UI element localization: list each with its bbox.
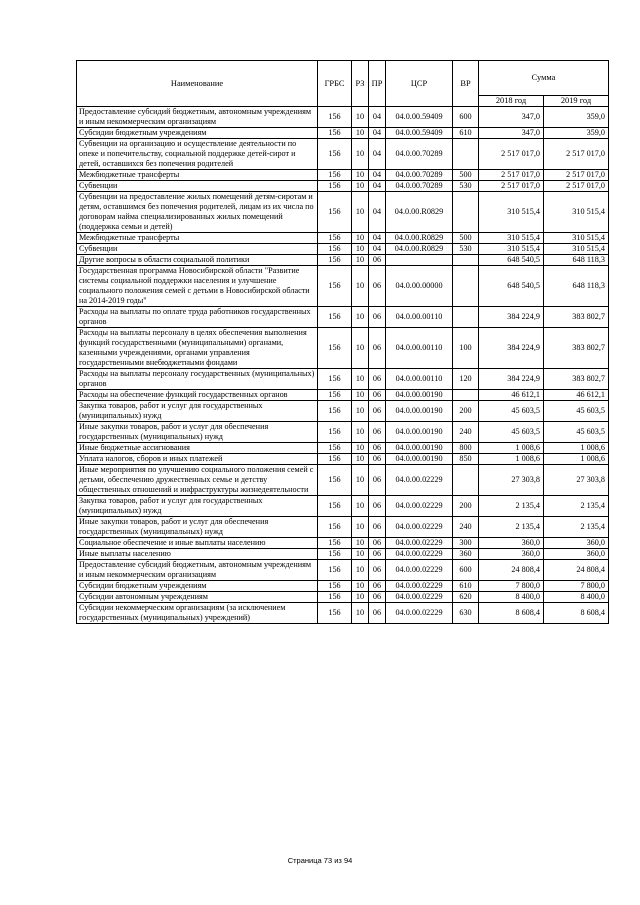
cell-pr: 06 [369,538,386,549]
cell-rz: 10 [352,192,369,233]
cell-csr: 04.0.00.70289 [386,170,453,181]
cell-grbs: 156 [318,560,352,581]
cell-sum-2019: 360,0 [544,538,609,549]
cell-csr: 04.0.00.02229 [386,496,453,517]
cell-grbs: 156 [318,592,352,603]
cell-vr [453,465,479,496]
cell-vr: 530 [453,244,479,255]
cell-sum-2018: 45 603,5 [479,401,544,422]
cell-rz: 10 [352,139,369,170]
table-row [77,401,609,422]
cell-pr: 06 [369,603,386,624]
cell-pr: 04 [369,128,386,139]
cell-vr: 800 [453,443,479,454]
cell-sum-2019: 45 603,5 [544,401,609,422]
table-row [77,307,609,328]
cell-sum-2019: 2 517 017,0 [544,181,609,192]
cell-vr: 600 [453,107,479,128]
cell-name: Межбюджетные трансферты [77,170,318,181]
cell-vr: 610 [453,128,479,139]
cell-csr: 04.0.00.00110 [386,369,453,390]
cell-sum-2019: 383 802,7 [544,369,609,390]
table-row [77,496,609,517]
cell-rz: 10 [352,369,369,390]
cell-sum-2018: 384 224,9 [479,328,544,369]
cell-vr [453,139,479,170]
cell-pr: 06 [369,266,386,307]
cell-csr: 04.0.00.59409 [386,128,453,139]
cell-grbs: 156 [318,390,352,401]
cell-name: Уплата налогов, сборов и иных платежей [77,454,318,465]
cell-rz: 10 [352,181,369,192]
cell-csr: 04.0.00.R0829 [386,233,453,244]
cell-sum-2019: 8 400,0 [544,592,609,603]
cell-name: Иные бюджетные ассигнования [77,443,318,454]
cell-sum-2019: 310 515,4 [544,233,609,244]
table-row [77,549,609,560]
cell-pr: 06 [369,496,386,517]
cell-grbs: 156 [318,422,352,443]
table-row [77,128,609,139]
page-label: Страница [287,856,322,865]
cell-name: Иные мероприятия по улучшению социального положения семей с детьми, обеспечению дружественных семье и детству общественных отношений и инфраструктуры жизнедеятельности [77,465,318,496]
cell-vr [453,307,479,328]
cell-sum-2018: 310 515,4 [479,192,544,233]
cell-sum-2019: 1 008,6 [544,443,609,454]
cell-csr: 04.0.00.00110 [386,328,453,369]
cell-sum-2018: 347,0 [479,107,544,128]
cell-pr: 06 [369,390,386,401]
cell-csr: 04.0.00.00190 [386,443,453,454]
cell-pr: 06 [369,307,386,328]
cell-sum-2019: 310 515,4 [544,244,609,255]
cell-rz: 10 [352,549,369,560]
cell-sum-2019: 1 008,6 [544,454,609,465]
cell-pr: 04 [369,244,386,255]
cell-csr: 04.0.00.00190 [386,401,453,422]
cell-grbs: 156 [318,307,352,328]
cell-csr: 04.0.00.02229 [386,517,453,538]
header-vr: ВР [453,61,479,107]
cell-pr: 06 [369,443,386,454]
cell-vr: 300 [453,538,479,549]
cell-name: Субвенции [77,181,318,192]
cell-grbs: 156 [318,549,352,560]
cell-sum-2019: 2 135,4 [544,517,609,538]
cell-grbs: 156 [318,233,352,244]
cell-pr: 06 [369,401,386,422]
cell-name: Иные закупки товаров, работ и услуг для обеспечения государственных (муниципальных) нужд [77,517,318,538]
cell-vr: 610 [453,581,479,592]
cell-sum-2019: 7 800,0 [544,581,609,592]
cell-grbs: 156 [318,266,352,307]
page-total: 94 [343,856,353,865]
cell-name: Предоставление субсидий бюджетным, автономным учреждениям и иным некоммерческим организациям [77,560,318,581]
cell-rz: 10 [352,307,369,328]
cell-sum-2018: 8 608,4 [479,603,544,624]
cell-csr: 04.0.00.70289 [386,139,453,170]
cell-pr: 06 [369,517,386,538]
cell-sum-2018: 2 517 017,0 [479,139,544,170]
cell-grbs: 156 [318,465,352,496]
cell-sum-2018: 2 517 017,0 [479,170,544,181]
cell-sum-2018: 347,0 [479,128,544,139]
cell-pr: 06 [369,328,386,369]
cell-name: Субсидии некоммерческим организациям (за исключением государственных (муниципальных) учреждений) [77,603,318,624]
cell-csr: 04.0.00.02229 [386,581,453,592]
cell-rz: 10 [352,454,369,465]
cell-vr [453,390,479,401]
cell-name: Расходы на выплаты по оплате труда работников государственных органов [77,307,318,328]
cell-grbs: 156 [318,581,352,592]
cell-grbs: 156 [318,603,352,624]
cell-grbs: 156 [318,192,352,233]
table-row [77,517,609,538]
cell-grbs: 156 [318,538,352,549]
header-year-2019: 2019 год [544,96,609,107]
cell-vr: 500 [453,233,479,244]
cell-name: Межбюджетные трансферты [77,233,318,244]
cell-csr: 04.0.00.02229 [386,560,453,581]
header-rz: РЗ [352,61,369,107]
cell-sum-2019: 2 517 017,0 [544,170,609,181]
cell-rz: 10 [352,496,369,517]
cell-csr: 04.0.00.00190 [386,390,453,401]
cell-grbs: 156 [318,255,352,266]
cell-sum-2018: 310 515,4 [479,233,544,244]
header-name: Наименование [77,61,318,107]
table-row [77,233,609,244]
cell-rz: 10 [352,401,369,422]
cell-rz: 10 [352,581,369,592]
cell-sum-2019: 360,0 [544,549,609,560]
cell-csr: 04.0.00.00190 [386,454,453,465]
cell-vr: 200 [453,496,479,517]
cell-name: Предоставление субсидий бюджетным, автономным учреждениям и иным некоммерческим организациям [77,107,318,128]
cell-vr: 240 [453,422,479,443]
cell-vr: 600 [453,560,479,581]
cell-vr: 620 [453,592,479,603]
table-row [77,181,609,192]
cell-sum-2018: 2 135,4 [479,496,544,517]
cell-vr: 240 [453,517,479,538]
cell-rz: 10 [352,255,369,266]
cell-sum-2018: 7 800,0 [479,581,544,592]
cell-rz: 10 [352,233,369,244]
page-of-label: из [334,856,342,865]
cell-sum-2018: 24 808,4 [479,560,544,581]
cell-sum-2019: 46 612,1 [544,390,609,401]
cell-vr: 630 [453,603,479,624]
cell-grbs: 156 [318,170,352,181]
cell-rz: 10 [352,390,369,401]
cell-name: Субвенции на организацию и осуществление деятельности по опеке и попечительству, социальной поддержке детей-сирот и детей, оставшихся без попечения родителей [77,139,318,170]
cell-pr: 06 [369,560,386,581]
cell-name: Субвенции на предоставление жилых помещений детям-сиротам и детям, оставшимся без попечения родителей, лицам из их числа по договорам найма специализированных жилых помещений (поддержка семьи и детей) [77,192,318,233]
cell-grbs: 156 [318,139,352,170]
cell-rz: 10 [352,560,369,581]
cell-vr: 100 [453,328,479,369]
cell-pr: 04 [369,107,386,128]
cell-rz: 10 [352,603,369,624]
cell-csr [386,255,453,266]
cell-pr: 06 [369,592,386,603]
cell-pr: 06 [369,454,386,465]
cell-vr: 200 [453,401,479,422]
table-row [77,107,609,128]
cell-rz: 10 [352,170,369,181]
cell-rz: 10 [352,422,369,443]
cell-grbs: 156 [318,244,352,255]
cell-vr: 850 [453,454,479,465]
cell-vr [453,255,479,266]
cell-pr: 04 [369,192,386,233]
cell-vr: 120 [453,369,479,390]
table-row [77,422,609,443]
cell-name: Субвенции [77,244,318,255]
table-row [77,369,609,390]
cell-sum-2018: 1 008,6 [479,454,544,465]
cell-sum-2018: 648 540,5 [479,266,544,307]
header-grbs: ГРБС [318,61,352,107]
cell-name: Иные выплаты населению [77,549,318,560]
cell-name: Государственная программа Новосибирской области "Развитие системы социальной поддержки населения и улучшение социального положения семей с детьми в Новосибирской области на 2014-2019 годы" [77,266,318,307]
cell-rz: 10 [352,517,369,538]
cell-pr: 06 [369,369,386,390]
cell-rz: 10 [352,244,369,255]
table-row [77,139,609,170]
cell-sum-2019: 648 118,3 [544,255,609,266]
cell-pr: 04 [369,233,386,244]
cell-sum-2019: 383 802,7 [544,307,609,328]
cell-sum-2018: 360,0 [479,549,544,560]
cell-vr [453,192,479,233]
table-row [77,255,609,266]
cell-sum-2018: 384 224,9 [479,369,544,390]
cell-pr: 04 [369,181,386,192]
cell-vr [453,266,479,307]
cell-rz: 10 [352,443,369,454]
header-sum: Сумма [479,61,609,96]
cell-rz: 10 [352,328,369,369]
table-row [77,581,609,592]
cell-csr: 04.0.00.02229 [386,592,453,603]
table-row [77,592,609,603]
cell-rz: 10 [352,107,369,128]
cell-csr: 04.0.00.R0829 [386,244,453,255]
cell-name: Расходы на обеспечение функций государственных органов [77,390,318,401]
cell-rz: 10 [352,128,369,139]
cell-pr: 06 [369,255,386,266]
cell-name: Иные закупки товаров, работ и услуг для обеспечения государственных (муниципальных) нужд [77,422,318,443]
cell-sum-2018: 46 612,1 [479,390,544,401]
cell-sum-2019: 8 608,4 [544,603,609,624]
cell-csr: 04.0.00.70289 [386,181,453,192]
cell-csr: 04.0.00.02229 [386,549,453,560]
cell-sum-2019: 2 135,4 [544,496,609,517]
cell-grbs: 156 [318,496,352,517]
cell-pr: 04 [369,170,386,181]
table-row [77,244,609,255]
cell-sum-2018: 27 303,8 [479,465,544,496]
cell-name: Субсидии бюджетным учреждениям [77,581,318,592]
cell-sum-2019: 2 517 017,0 [544,139,609,170]
cell-sum-2018: 1 008,6 [479,443,544,454]
header-pr: ПР [369,61,386,107]
table-row [77,390,609,401]
cell-sum-2018: 648 540,5 [479,255,544,266]
cell-sum-2019: 648 118,3 [544,266,609,307]
cell-grbs: 156 [318,107,352,128]
cell-pr: 04 [369,139,386,170]
table-row [77,443,609,454]
cell-csr: 04.0.00.00000 [386,266,453,307]
cell-sum-2019: 359,0 [544,128,609,139]
cell-csr: 04.0.00.00190 [386,422,453,443]
cell-pr: 06 [369,549,386,560]
cell-sum-2018: 2 517 017,0 [479,181,544,192]
cell-grbs: 156 [318,454,352,465]
table-row [77,192,609,233]
cell-rz: 10 [352,465,369,496]
header-year-2018: 2018 год [479,96,544,107]
table-row [77,538,609,549]
table-row [77,266,609,307]
cell-sum-2019: 383 802,7 [544,328,609,369]
cell-vr: 500 [453,170,479,181]
cell-pr: 06 [369,465,386,496]
header-csr: ЦСР [386,61,453,107]
cell-grbs: 156 [318,181,352,192]
cell-csr: 04.0.00.59409 [386,107,453,128]
cell-grbs: 156 [318,328,352,369]
cell-sum-2019: 45 603,5 [544,422,609,443]
cell-grbs: 156 [318,401,352,422]
table-row [77,328,609,369]
cell-name: Социальное обеспечение и иные выплаты населению [77,538,318,549]
cell-sum-2018: 45 603,5 [479,422,544,443]
cell-name: Закупка товаров, работ и услуг для государственных (муниципальных) нужд [77,496,318,517]
budget-table [76,60,609,624]
cell-sum-2019: 27 303,8 [544,465,609,496]
table-row [77,603,609,624]
cell-grbs: 156 [318,369,352,390]
cell-csr: 04.0.00.02229 [386,538,453,549]
cell-sum-2018: 2 135,4 [479,517,544,538]
cell-name: Расходы на выплаты персоналу в целях обеспечения выполнения функций государственными (муниципальными) органами, казенными учреждениями, органами управления государственными внебюджетными фондами [77,328,318,369]
cell-grbs: 156 [318,128,352,139]
cell-sum-2019: 24 808,4 [544,560,609,581]
cell-grbs: 156 [318,517,352,538]
cell-name: Субсидии бюджетным учреждениям [77,128,318,139]
cell-pr: 06 [369,581,386,592]
cell-rz: 10 [352,592,369,603]
cell-sum-2018: 384 224,9 [479,307,544,328]
table-row [77,465,609,496]
table-row [77,170,609,181]
page-footer [0,856,640,865]
page-number: 73 [323,856,333,865]
cell-sum-2018: 8 400,0 [479,592,544,603]
cell-csr: 04.0.00.02229 [386,465,453,496]
table-body [77,107,609,624]
cell-name: Другие вопросы в области социальной политики [77,255,318,266]
cell-sum-2018: 360,0 [479,538,544,549]
cell-name: Закупка товаров, работ и услуг для государственных (муниципальных) нужд [77,401,318,422]
cell-vr: 360 [453,549,479,560]
cell-pr: 06 [369,422,386,443]
table-row [77,560,609,581]
cell-rz: 10 [352,266,369,307]
cell-sum-2019: 359,0 [544,107,609,128]
cell-csr: 04.0.00.00110 [386,307,453,328]
cell-vr: 530 [453,181,479,192]
cell-sum-2018: 310 515,4 [479,244,544,255]
cell-name: Расходы на выплаты персоналу государственных (муниципальных) органов [77,369,318,390]
cell-grbs: 156 [318,443,352,454]
cell-name: Субсидии автономным учреждениям [77,592,318,603]
cell-sum-2019: 310 515,4 [544,192,609,233]
cell-csr: 04.0.00.02229 [386,603,453,624]
table-row [77,454,609,465]
cell-csr: 04.0.00.R0829 [386,192,453,233]
cell-rz: 10 [352,538,369,549]
